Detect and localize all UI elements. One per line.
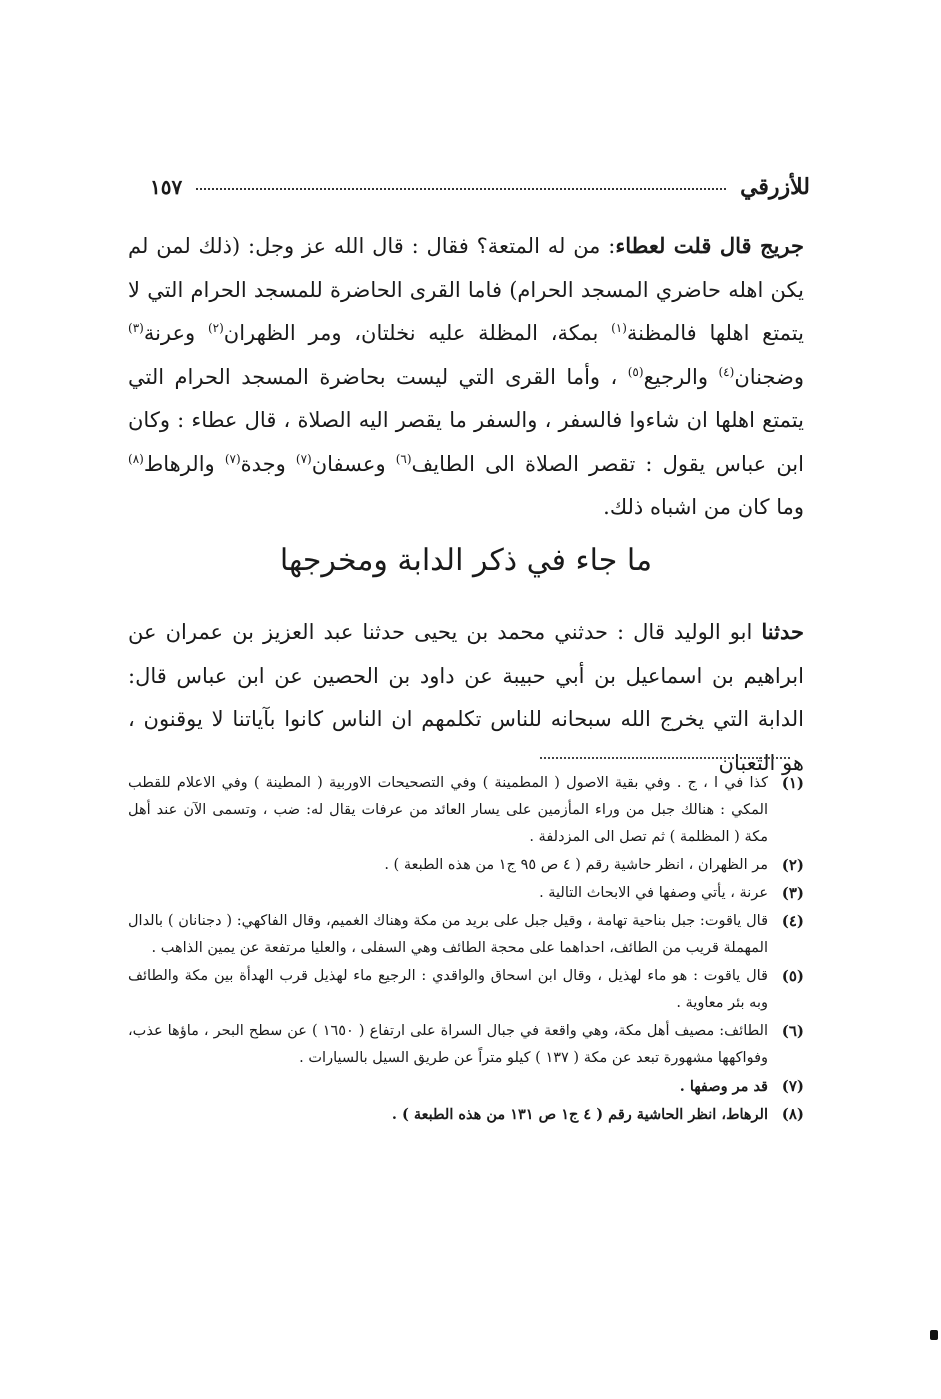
footnote-item [128,880,804,907]
footnote-text: الرهاط، انظر الحاشية رقم ( ٤ ج١ ص ١٣١ من هذه الطبعة ) . [391,1106,768,1123]
footnote-number: (١) [781,774,804,792]
footnote-ref: (٨) [128,451,144,466]
footnote-text: قد مر وصفها . [679,1078,768,1095]
footnote-text: كذا في ا ، ج . وفي بقية الاصول ( المطمينة ) وفي التصحيحات الاوربية ( المطينة ) وفي الاعلام للقطب المكي : هنالك جبل من وراء المأزمين على يسار العائد من عرفات يقال له: ضب ، وتسمى الآن عند أهل مكة ( المظلمة ) ثم تصل الى المزدلفة . [128,775,768,845]
footnote-number: (٥) [781,967,804,985]
header-leader-dots [196,188,726,190]
footnote-ref: (٤) [718,364,735,379]
paragraph-text: وما كان من اشباه ذلك. [603,495,804,519]
footnote-number: (٨) [781,1105,804,1123]
footnote-text: قال ياقوت : هو ماء لهذيل ، وقال ابن اسحاق والواقدي : الرجيع ماء لهذيل قرب الهدأة بين مكة والطائف وبه بئر معاوية . [128,968,768,1011]
scan-edge-mark [930,1330,938,1340]
paragraph-text: ابو الوليد قال : حدثني محمد بن يحيى حدثنا عبد العزيز بن عمران عن ابراهيم بن اسماعيل بن أبي حبيبة عن داود بن الحصين عن ابن عباس قال: الدابة التي يخرج الله سبحانه للناس تكلمهم ان الناس كانوا بآياتنا لا يوقنون ، هو الثعبان [128,620,804,775]
footnote-text: قال ياقوت: جبل بناحية تهامة ، وقيل جبل على بريد من مكة وهناك الغميم، وقال الفاكهي: ( دجنانان ) بالدال المهملة قريب من الطائف، احداهما على محجة الطائف وهي السفلى ، والعليا مرتفعة عن يمين الذاهب . [128,913,768,956]
footnote-ref: (٧) [224,451,241,466]
paragraph-text: وعسفان [311,451,396,476]
footnote-item [128,1018,804,1072]
footnote-number: (٤) [781,912,804,930]
paragraph-ata-quote [128,224,804,530]
page-header [150,172,810,202]
paragraph-text: وعرنة [143,321,208,345]
footnote-ref: (١) [611,321,627,335]
paragraph-text: والرهاط [143,451,225,476]
section-heading: ما جاء في ذكر الدابة ومخرجها [279,543,653,578]
footnote-ref: (٦) [395,451,412,466]
paragraph-text: بمكة، المظلة عليه نخلتان، ومر الظهران [223,321,612,345]
footnote-number: (٧) [781,1077,804,1095]
footnote-number: (٣) [781,884,804,902]
paragraph-lead: حدثنا [761,619,804,644]
footnote-ref: (٥) [627,364,644,379]
footnote-item [128,1101,804,1128]
paragraph-lead: جريج قال قلت لعطاء [615,233,804,258]
footnote-ref: (٢) [207,321,224,335]
footnote-item [128,963,804,1017]
footnote-item [128,852,804,879]
footnote-item [128,908,804,962]
footnotes-list [128,770,804,1129]
footnote-text: مر الظهران ، انظر حاشية رقم ( ٤ ص ٩٥ ج١ من هذه الطبعة ) . [384,857,768,873]
footnote-item [128,1073,804,1100]
paragraph-text: ، وأما القرى التي ليست بحاضرة المسجد الحرام التي يتمتع اهلها ان شاءوا فالسفر ، والسفر ما يقصر اليه الصلاة ، قال عطاء : وكان ابن عباس يقول : تقصر الصلاة الى الطايف [128,364,804,476]
paragraph-text: وجدة [240,451,296,476]
paragraph-text: والرجيع [643,364,719,389]
footnote-ref: (٣) [128,321,144,335]
footnote-number: (٦) [781,1022,804,1040]
footnote-text: الطائف: مصيف أهل مكة، وهي واقعة في جبال السراة على ارتفاع ( ١٦٥٠ ) عن سطح البحر ، ماؤها عذب، وفواكهها مشهورة تبعد عن مكة ( ١٣٧ ) كيلو متراً عن طريق السيل بالسيارات . [128,1023,768,1066]
paragraph-text: : من له المتعة؟ فقال : قال الله عز وجل: (ذلك لمن لم يكن اهله حاضري المسجد الحرام) فاما القرى الحاضرة للمسجد الحرام التي لا يتمتع اهلها فالمظنة [128,234,804,345]
page-number: ١٥٧ [150,175,183,199]
footnote-text: عرنة ، يأتي وصفها في الابحاث التالية . [539,885,768,901]
footnote-number: (٢) [781,856,804,874]
footnote-separator [540,757,790,759]
paragraph-text: وضجنان [734,364,804,389]
footnote-ref: (٧) [295,451,312,466]
running-title: للأزرقي [740,174,810,200]
footnote-item [128,770,804,851]
